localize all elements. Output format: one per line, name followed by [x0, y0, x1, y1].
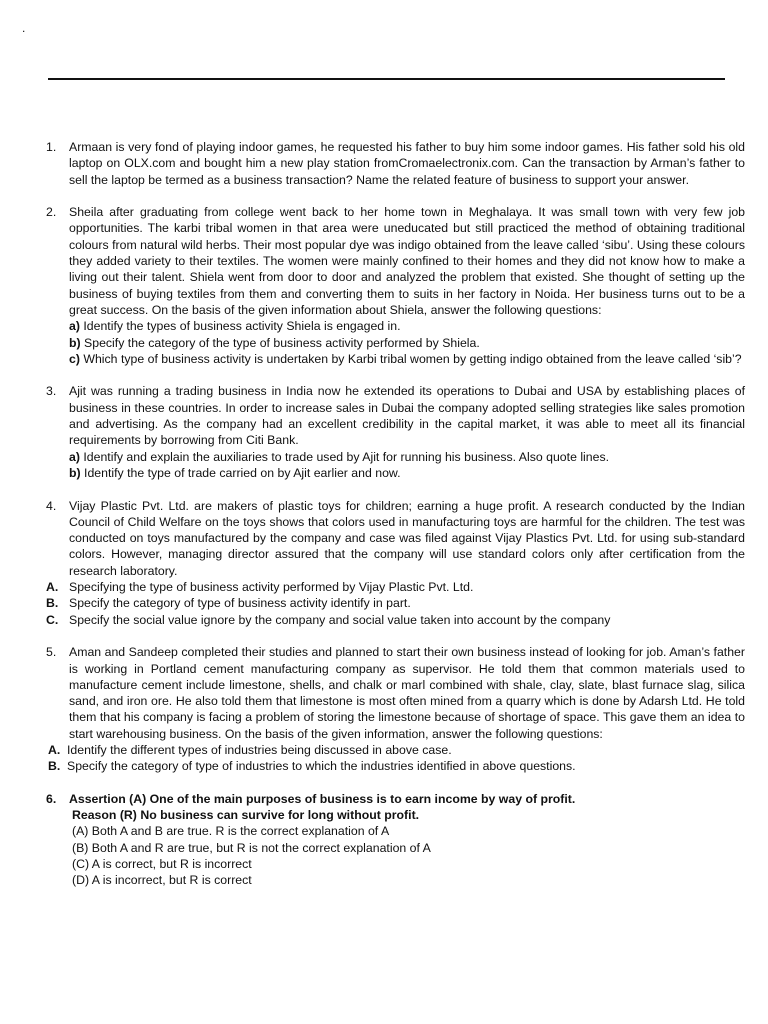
sub-question [69, 351, 745, 367]
question-5 [40, 644, 745, 742]
sub-label: A. [46, 580, 59, 595]
question-number: 1. [46, 140, 57, 154]
answer-option: (C) A is correct, but R is incorrect [72, 857, 252, 872]
sub-question [40, 612, 745, 628]
sub-text: Specify the category of type of industries to which the industries identified in above questions. [67, 759, 576, 774]
sub-text: Specify the social value ignore by the company and social value taken into account by the company [69, 612, 611, 627]
sub-question [40, 742, 745, 758]
sub-question [69, 465, 745, 481]
sub-label: c) [69, 351, 80, 366]
header-rule [48, 78, 725, 80]
sub-text: Identify the type of trade carried on by Ajit earlier and now. [84, 465, 401, 480]
sub-question [40, 595, 745, 611]
sub-text: Specify the category of type of business activity identify in part. [69, 596, 411, 611]
question-number: 4. [46, 498, 57, 513]
question-text: Sheila after graduating from college went back to her home town in Meghalaya. It was small town with very few job opportunities. The karbi tribal women in that area were uneducated but still practiced the method of obtaining traditional colours from natural wild herbs. Their most popular dye was indigo obtained from the leave called ‘sibu’. Using these colours they added variety to their textiles. The women were mainly confined to their homes and they did not know how to make a living out their talent. Shiela went from door to door and analyzed the problem that existed. She thought of setting up the business of buying textiles from them and converting them to suits in her factory in Noida. Her business turns out to be a great success. On the basis of the given information about Shiela, answer the following questions: [69, 205, 745, 317]
question-4 [40, 498, 745, 579]
sub-text: Identify and explain the auxiliaries to trade used by Ajit for running his business. Also quote lines. [83, 449, 610, 464]
sub-text: Identify the types of business activity Shiela is engaged in. [83, 319, 401, 334]
answer-option: (A) Both A and B are true. R is the correct explanation of A [72, 824, 390, 839]
reason-text: Reason (R) No business can survive for long without profit. [72, 808, 420, 823]
question-text: Aman and Sandeep completed their studies and planned to start their own business instead of looking for job. Aman’s father is working in Portland cement manufacturing company as supervisor. He told them that common materials used to manufacture cement include limestone, shells, and chalk or marl combined with shale, clay, slate, blast furnace slag, silica sand, and iron ore. He also told them that limestone is most often mined from a quarry which is done by Adarsh Ltd. He told them that his company is facing a problem of storing the limestone because of shortage of space. This gave them an idea to start warehousing business. On the basis of the given information, answer the following questions: [69, 645, 745, 741]
sub-text: Specify the category of the type of business activity performed by Shiela. [84, 335, 480, 350]
sub-label: B. [48, 759, 61, 774]
sub-question [40, 758, 745, 774]
corner-mark: . [22, 21, 26, 35]
question-6 [40, 791, 745, 889]
question-3 [40, 383, 745, 481]
question-list [40, 139, 745, 905]
question-number: 3. [46, 384, 57, 399]
question-text: Vijay Plastic Pvt. Ltd. are makers of plastic toys for children; earning a huge profit. A research conducted by the Indian Council of Child Welfare on the toys shows that colors used in manufacturing toys are harmful for the children. The test was conducted on toys manufactured by the company and case was filed against Vijay Plastics Pvt. Ltd. for using sub-standard colors. However, managing director assured that the company will use standard colors only after certification from the research laboratory. [69, 498, 745, 578]
sub-text: Identify the different types of industries being discussed in above case. [67, 742, 452, 757]
sub-label: A. [48, 742, 61, 757]
question-number: 6. [46, 791, 57, 806]
sub-question [69, 449, 745, 465]
sub-label: B. [46, 596, 59, 611]
answer-option: (B) Both A and R are true, but R is not the correct explanation of A [72, 840, 431, 855]
sub-text: Which type of business activity is undertaken by Karbi tribal women by getting indigo obtained from the leave called ‘sib’? [83, 351, 742, 366]
question-number: 2. [46, 205, 57, 220]
sub-label: b) [69, 465, 81, 480]
question-text: Ajit was running a trading business in India now he extended its operations to Dubai and USA by establishing places of business in these countries. In order to increase sales in Dubai the company adopted selling strategies like sales promotion and advertising. As the company had an excellent credibility in the capital market, it was able to meet all its financial requirements by borrowing from Citi Bank. [69, 384, 745, 448]
sub-label: b) [69, 335, 81, 350]
sub-question [40, 579, 745, 595]
question-text: Armaan is very fond of playing indoor games, he requested his father to buy him some indoor games. His father sold his old laptop on OLX.com and bought him a new play station fromCromaelectronix.com. Can the transaction by Arman’s father to sell the laptop be termed as a business transaction? Name the related feature of business to support your answer. [69, 140, 745, 187]
question-2 [40, 204, 745, 367]
question-1 [40, 139, 745, 188]
sub-label: a) [69, 449, 80, 464]
assertion-text: Assertion (A) One of the main purposes of business is to earn income by way of profit. [69, 791, 576, 806]
sub-question [69, 318, 745, 334]
sub-label: C. [46, 612, 59, 627]
question-number: 5. [46, 645, 57, 660]
sub-label: a) [69, 319, 80, 334]
sub-question [69, 335, 745, 351]
answer-option: (D) A is incorrect, but R is correct [72, 873, 252, 888]
sub-text: Specifying the type of business activity performed by Vijay Plastic Pvt. Ltd. [69, 580, 474, 595]
